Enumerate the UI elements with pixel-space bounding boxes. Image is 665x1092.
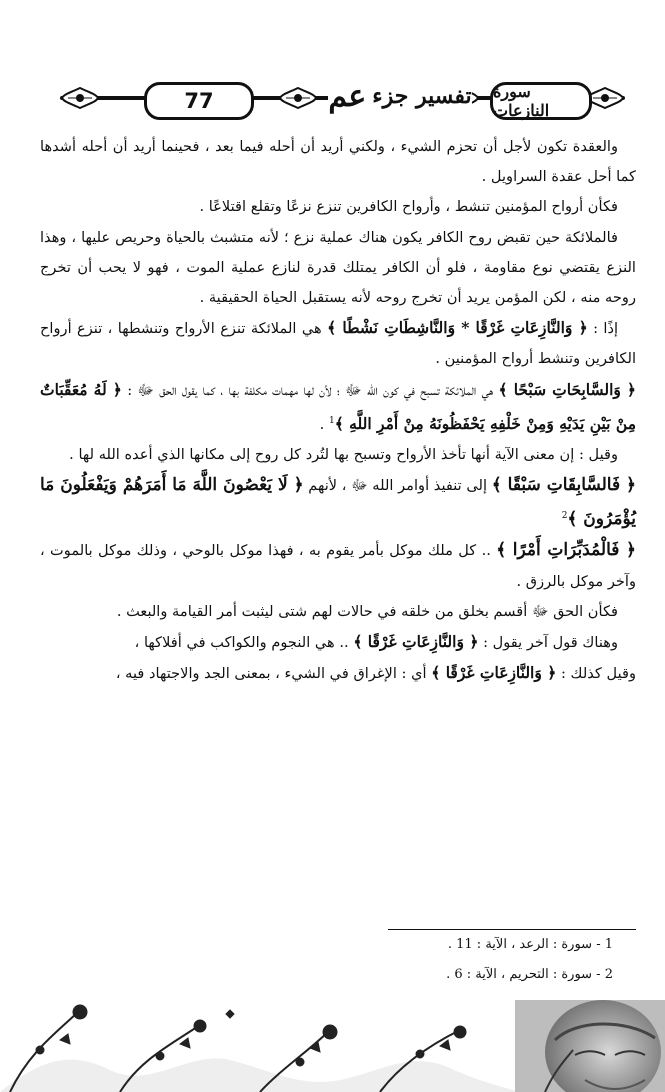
text: .. هي النجوم والكواكب في أفلاكها ، <box>134 633 349 651</box>
text: أي : الإغراق في الشيء ، بمعنى الجد والاجتهاد فيه ، <box>115 665 427 683</box>
paragraph <box>40 535 636 596</box>
page-header <box>60 72 625 124</box>
paragraph: فالملائكة حين تقبض روح الكافر يكون هناك عملية نزع ؛ لأنه متشبث بالحياة وحريص عليها ، وهذا النزع يقتضي نوع مقاومة ، فلو أن الكافر يمتلك قدرة لنازع عملية الموت ، فهو لا يحب أن تخرج روحه منه ، لكن المؤمن يريد أن تخرج روحه لأنه يستقبل الحياة الحقيقية . <box>40 228 636 307</box>
quran-verse: ﴿ وَالنَّازِعَاتِ غَرْقًا * وَالنَّاشِطَاتِ نَشْطًا ﴾ <box>327 318 588 338</box>
footnote: 1 - سورة : الرعد ، الآية : 11 . <box>447 937 613 952</box>
quran-verse: ﴿ لَهُ مُعَقِّبَاتٌ مِنْ بَيْنِ يَدَيْهِ وَمِنْ خَلْفِهِ يَحْفَظُونَهُ مِنْ أَمْرِ اللَّهِ ﴾ <box>40 379 636 433</box>
ornament-icon <box>278 86 318 110</box>
quran-verse: ﴿ وَالسَّابِحَاتِ سَبْحًا ﴾ <box>498 379 637 399</box>
paragraph: وقيل : إن معنى الآية أنها تأخذ الأرواح وتسبح بها لتُرد كل روح إلى مكانها الذي أعده الله لها . <box>69 445 618 463</box>
sura-name: سورة النازعات <box>490 82 592 120</box>
book-title <box>328 74 472 118</box>
paragraph: فكأن أرواح المؤمنين تنشط ، وأرواح الكافرين تنزع نزعًا وتقلع اقتلاعًا . <box>199 198 618 216</box>
footnote-ref: 2 <box>561 511 568 522</box>
quran-verse: ﴿ وَالنَّازِعَاتِ غَرْقًا ﴾ <box>431 663 557 683</box>
paragraph: والعقدة تكون لأجل أن تحزم الشيء ، ولكني أريد أن أحله فيما بعد ، فحينما أريد أن أحله أشدها كما أحل عقدة السراويل . <box>40 138 636 186</box>
footnote-ref: 1 <box>328 415 335 426</box>
paragraph <box>40 470 636 535</box>
page-number: 77 <box>144 82 254 120</box>
footnote-rule <box>388 929 636 930</box>
text: هي الملائكة تنزع الأرواح وتنشطها ، تنزع أرواح الكافرين وتنشط أرواح المؤمنين . <box>40 320 636 368</box>
text: وقيل كذلك : <box>560 665 636 683</box>
text: إذًا : <box>593 320 619 338</box>
text: .. كل ملك موكل بأمر يقوم به ، فهذا موكل بالوحي ، وذلك موكل بالموت ، وآخر موكل بالرزق . <box>40 542 636 590</box>
paragraph: ﴿ وَالسَّابِحَاتِ سَبْحًا ﴾ هي الملائكة تسبح في كون الله ﷻ ؛ لأن لها مهمات مكلفة بها ، كما يقول الحق ﷻ : ﴿ لَهُ مُعَقِّبَاتٌ مِنْ بَيْنِ يَدَيْهِ وَمِنْ خَلْفِهِ يَحْفَظُونَهُ مِنْ أَمْرِ اللَّهِ ﴾$^1$ . <box>40 379 637 433</box>
ornament-icon <box>60 86 100 110</box>
paragraph: فكأن الحق ﷻ أقسم بخلق من خلقه في حالات لهم شتى ليثبت أمر القيامة والبعث . <box>116 602 618 620</box>
footnote: 2 - سورة : التحريم ، الآية : 6 . <box>446 967 613 982</box>
quran-verse: ﴿ فَالْمُدَبِّرَاتِ أَمْرًا ﴾ <box>496 540 636 561</box>
quran-verse: ﴿ وَالنَّازِعَاتِ غَرْقًا ﴾ <box>353 631 479 651</box>
text: وهناك قول آخر يقول : <box>483 633 618 651</box>
text: إلى تنفيذ أوامر الله ﷻ ، لأنهم <box>308 477 488 495</box>
paragraph <box>40 313 636 374</box>
quran-verse: ﴿ لَا يَعْصُونَ اللَّهَ مَا أَمَرَهُمْ وَيَفْعَلُونَ مَا يُؤْمَرُونَ ﴾ <box>40 475 636 530</box>
paragraph <box>40 627 636 658</box>
book-title-text: تفسير جزء <box>372 83 472 109</box>
quran-verse: ﴿ فَالسَّابِقَاتِ سَبْقًا ﴾ <box>491 475 637 496</box>
body-text <box>40 132 636 689</box>
paragraph <box>40 658 636 689</box>
book-title-emphasis: عم <box>328 78 367 114</box>
text: هي الملائكة تسبح في كون الله ﷻ ؛ لأن لها مهمات مكلفة بها ، كما يقول الحق ﷻ : <box>127 381 494 399</box>
author-portrait <box>515 1000 665 1092</box>
